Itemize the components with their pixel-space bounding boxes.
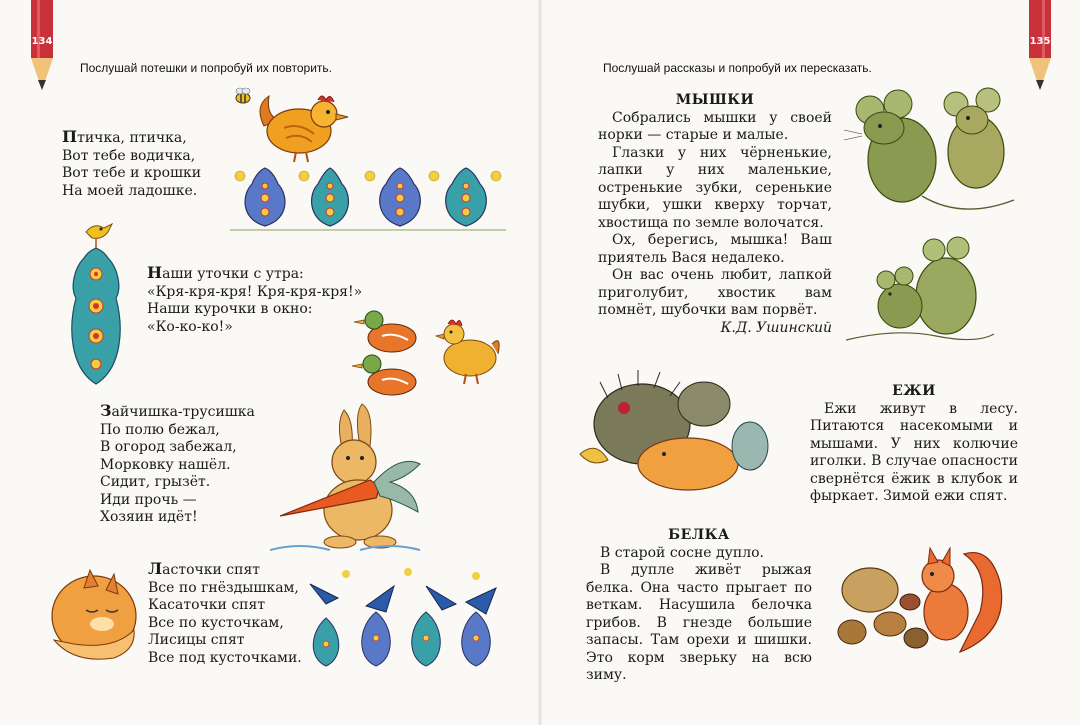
poem-line: Зайчишка-трусишка xyxy=(100,401,255,420)
story-title: ЕЖИ xyxy=(892,383,936,399)
instruction-right: Послушай рассказы и попробуй их пересказать. xyxy=(603,61,872,75)
poem-line: Касаточки спят xyxy=(148,597,266,613)
story-paragraph: В старой сосне дупло. xyxy=(600,544,764,561)
poem-line: Сидит, грызёт. xyxy=(100,474,211,490)
story-title: МЫШКИ xyxy=(675,92,755,108)
folk-tree-bird-icon xyxy=(66,218,130,388)
poem-drop-cap: П xyxy=(62,127,78,146)
page-number-right: 135 xyxy=(1029,36,1051,47)
folk-pattern-icon xyxy=(230,164,506,232)
hen-icon xyxy=(244,86,360,164)
poem-line: Вот тебе и крошки xyxy=(62,165,202,181)
poem-line: В огород забежал, xyxy=(100,439,237,455)
poem-line: Ласточки спят xyxy=(148,559,261,578)
poem-drop-cap: З xyxy=(100,401,112,420)
poem-line: Хозяин идёт! xyxy=(100,509,198,525)
story-paragraph: Ох, берегись, мышка! Ваш приятель Вася недалеко. xyxy=(598,232,832,266)
poem-swallows xyxy=(148,560,302,667)
book-spine xyxy=(538,0,542,725)
poem-bird xyxy=(62,128,201,200)
poem-line: «Ко-ко-ко!» xyxy=(147,318,233,335)
story-author: К.Д. Ушинский xyxy=(720,319,832,336)
story-mice xyxy=(598,92,832,337)
mice-icon xyxy=(846,236,996,348)
poem-ducks xyxy=(147,264,362,336)
story-hedgehogs xyxy=(810,383,1018,506)
poem-line: Лисицы спят xyxy=(148,632,245,648)
poem-line: Все по кусточкам, xyxy=(148,614,284,631)
story-paragraph: Ежи живут в лесу. Питаются насекомыми и мышами. У них колючие иголки. В случае опасности свернётся ёжик в клубок и фыркает. Зимой ежи спят. xyxy=(810,400,1018,504)
poem-drop-cap: Н xyxy=(147,263,163,282)
hedgehogs-icon xyxy=(578,368,774,498)
story-squirrel xyxy=(586,527,812,685)
poem-line: Птичка, птичка, xyxy=(62,127,187,146)
story-title: БЕЛКА xyxy=(668,527,730,543)
poem-line: Наши курочки в окно: xyxy=(147,301,313,317)
instruction-left: Послушай потешки и попробуй их повторить. xyxy=(80,61,333,75)
poem-hare xyxy=(100,402,255,527)
poem-line: Иди прочь — xyxy=(100,491,197,508)
poem-line: Вот тебе водичка, xyxy=(62,147,196,164)
ducks-icon xyxy=(352,306,424,398)
poem-line: «Кря-кря-кря! Кря-кря-кря!» xyxy=(147,283,363,300)
poem-line: Все под кусточками. xyxy=(148,649,302,666)
swallows-trees-icon xyxy=(306,566,502,672)
poem-line: Морковку нашёл. xyxy=(100,456,231,473)
poem-line: На моей ладошке. xyxy=(62,182,198,199)
poem-line: По полю бежал, xyxy=(100,421,220,438)
story-paragraph: Глазки у них чёрненькие, лапки у них маленькие, остренькие зубки, серенькие шубки, ушки кверху торчат, хвостища по земле волочатся. xyxy=(598,144,832,231)
hare-with-carrot-icon xyxy=(270,402,426,554)
mice-icon xyxy=(842,84,1018,224)
story-paragraph: В дупле живёт рыжая белка. Она часто прыгает по веткам. Насушила белочка грибов. В гнезде большие запасы. Там орехи и шишки. Это корм зверьку на всю зиму. xyxy=(586,562,812,683)
sleeping-fox-icon xyxy=(44,560,140,666)
page-number-left: 134 xyxy=(31,36,53,47)
story-paragraph: Собрались мышки у своей норки — старые и малые. xyxy=(598,109,832,143)
poem-drop-cap: Л xyxy=(148,559,163,578)
poem-line: Все по гнёздышкам, xyxy=(148,579,299,596)
squirrel-icon xyxy=(830,542,1008,658)
story-paragraph: Он вас очень любит, лапкой приголубит, хвостик вам помнёт, шубочки вам порвёт. xyxy=(598,267,832,318)
poem-line: Наши уточки с утра: xyxy=(147,263,304,282)
hen-icon xyxy=(432,314,504,386)
